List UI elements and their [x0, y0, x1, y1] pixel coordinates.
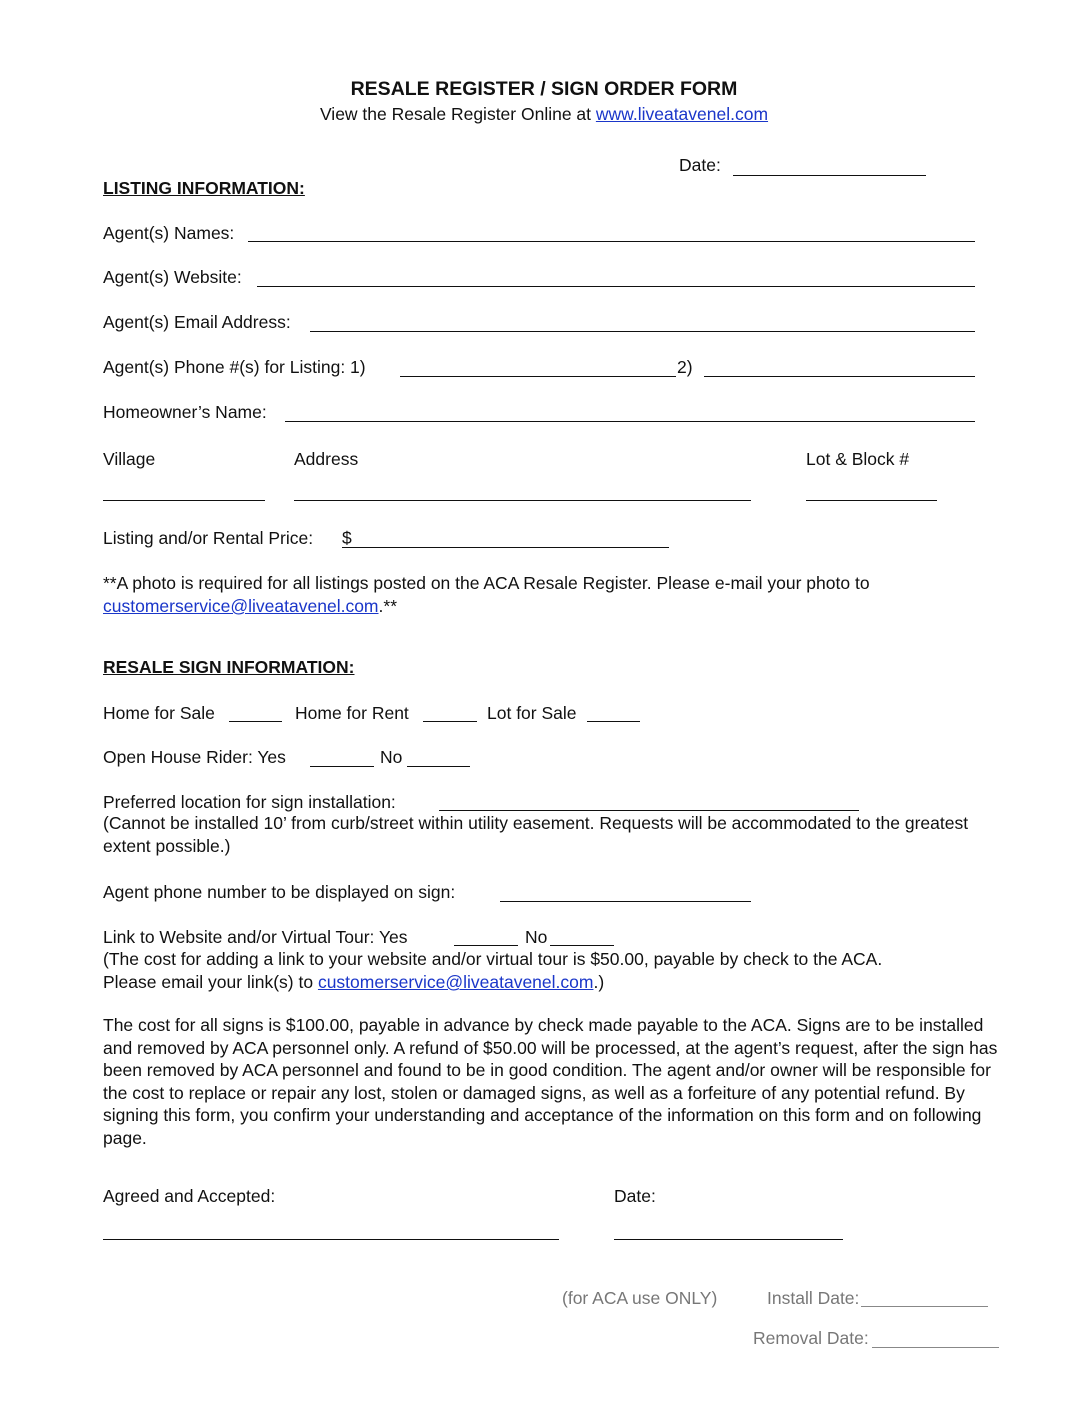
- homeowner-label: Homeowner’s Name:: [103, 402, 267, 422]
- village-field[interactable]: [103, 500, 265, 501]
- agent-phone-label: Agent(s) Phone #(s) for Listing: 1): [103, 357, 366, 377]
- photo-note: **A photo is required for all listings posted on the ACA Resale Register. Please e-mail your photo to: [103, 573, 870, 593]
- signature-field[interactable]: [103, 1239, 559, 1240]
- preferred-location-note: (Cannot be installed 10’ from curb/street within utility easement. Requests will be accommodated to the greatest extent possible.): [103, 813, 969, 856]
- agent-phone-2-field[interactable]: [704, 376, 975, 377]
- agreed-label: Agreed and Accepted:: [103, 1186, 276, 1206]
- price-field[interactable]: [342, 547, 669, 548]
- agent-phone-1-field[interactable]: [400, 376, 676, 377]
- preferred-location-field[interactable]: [439, 810, 859, 811]
- lot-block-label: Lot & Block #: [806, 449, 910, 469]
- home-for-sale-label: Home for Sale: [103, 703, 215, 723]
- link-yes-field[interactable]: [454, 945, 518, 946]
- removal-date-label: Removal Date:: [753, 1328, 869, 1348]
- website-link[interactable]: www.liveatavenel.com: [595, 104, 769, 124]
- link-note-2-text: Please email your link(s) to: [103, 972, 318, 992]
- homeowner-field[interactable]: [285, 421, 975, 422]
- date-label: Date:: [679, 155, 721, 175]
- link-note-2: [103, 974, 604, 992]
- link-email-link[interactable]: customerservice@liveatavenel.com: [317, 972, 594, 992]
- photo-note-line-2: [103, 598, 397, 616]
- home-for-rent-label: Home for Rent: [295, 703, 409, 723]
- install-date-label: Install Date:: [767, 1288, 860, 1308]
- agent-phone-sign-field[interactable]: [500, 901, 751, 902]
- open-house-label: Open House Rider: Yes: [103, 747, 286, 767]
- preferred-location-label: Preferred location for sign installation:: [103, 792, 396, 812]
- agent-names-field[interactable]: [248, 241, 975, 242]
- photo-email-link[interactable]: customerservice@liveatavenel.com: [103, 596, 379, 616]
- signature-date-label: Date:: [614, 1186, 656, 1206]
- aca-use-label: (for ACA use ONLY): [562, 1288, 718, 1308]
- photo-note-suffix: .**: [378, 596, 397, 616]
- cost-paragraph: The cost for all signs is $100.00, payable in advance by check made payable to the ACA. Signs are to be installed and removed by ACA personnel only. A refund of $50.00 will be processed, at the agent’s request, after the sign has been removed by ACA personnel and found to be in good condition. The agent and/or owner will be responsible for the cost to replace or repair any lost, stolen or damaged signs, as well as a forfeiture of any potential refund. By signing this form, you confirm your understanding and acceptance of the information on this form and on following page.: [103, 1015, 998, 1148]
- link-label: Link to Website and/or Virtual Tour: Yes: [103, 927, 408, 947]
- price-currency: $: [342, 528, 352, 548]
- home-for-sale-field[interactable]: [229, 721, 282, 722]
- lot-for-sale-field[interactable]: [587, 721, 640, 722]
- address-field[interactable]: [294, 500, 751, 501]
- agent-phone-sign-label: Agent phone number to be displayed on sign:: [103, 882, 456, 902]
- lot-block-field[interactable]: [806, 500, 937, 501]
- agent-names-label: Agent(s) Names:: [103, 223, 235, 243]
- address-label: Address: [294, 449, 359, 469]
- price-label: Listing and/or Rental Price:: [103, 528, 314, 548]
- signature-date-field[interactable]: [614, 1239, 843, 1240]
- agent-phone-2-label: 2): [677, 357, 693, 377]
- link-no-label: No: [525, 927, 548, 947]
- open-house-yes-field[interactable]: [310, 766, 374, 767]
- village-label: Village: [103, 449, 156, 469]
- agent-website-field[interactable]: [257, 286, 975, 287]
- agent-website-label: Agent(s) Website:: [103, 267, 242, 287]
- open-house-no-field[interactable]: [407, 766, 470, 767]
- form-title: RESALE REGISTER / SIGN ORDER FORM: [350, 78, 738, 100]
- form-subtitle: [0, 106, 1088, 124]
- date-field[interactable]: [733, 175, 926, 176]
- subtitle-text: View the Resale Register Online at: [319, 104, 596, 124]
- link-no-field[interactable]: [550, 945, 614, 946]
- open-house-no-label: No: [380, 747, 403, 767]
- agent-email-label: Agent(s) Email Address:: [103, 312, 291, 332]
- link-note-2-suffix: .): [593, 972, 605, 992]
- agent-email-field[interactable]: [310, 331, 975, 332]
- lot-for-sale-label: Lot for Sale: [487, 703, 577, 723]
- sign-heading: RESALE SIGN INFORMATION:: [103, 657, 355, 677]
- listing-heading: LISTING INFORMATION:: [103, 178, 305, 198]
- link-note-1: (The cost for adding a link to your website and/or virtual tour is $50.00, payable by check to the ACA.: [103, 949, 883, 969]
- home-for-rent-field[interactable]: [423, 721, 477, 722]
- install-date-field[interactable]: [861, 1306, 988, 1307]
- removal-date-field[interactable]: [872, 1347, 999, 1348]
